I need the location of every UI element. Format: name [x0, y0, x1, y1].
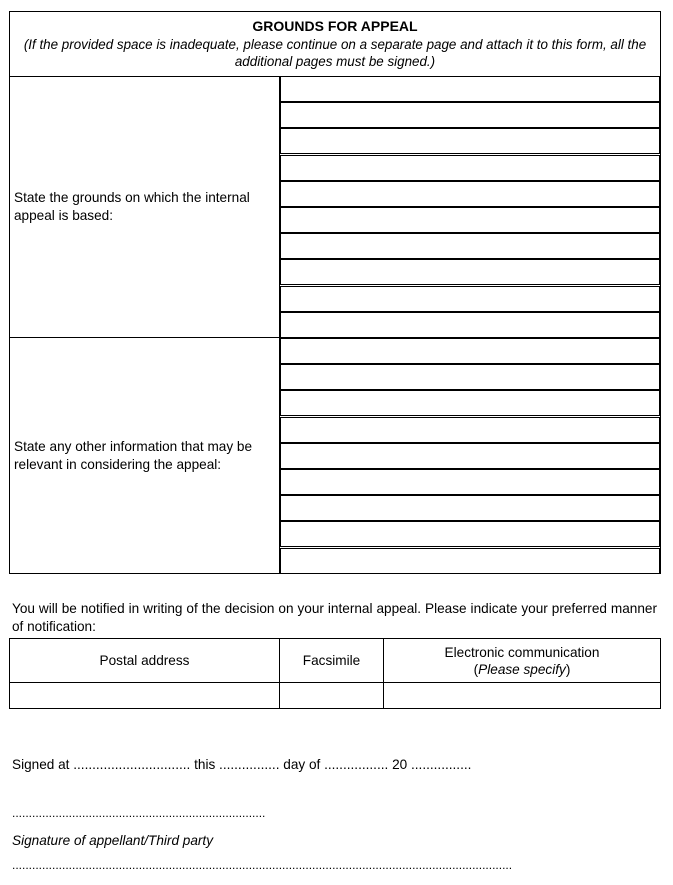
- this-label: this: [194, 757, 216, 772]
- answer-line[interactable]: [280, 548, 660, 574]
- notification-text: You will be notified in writing of the decision on your internal appeal. Please indicate your preferred manner of notification:: [12, 601, 657, 634]
- postal-address-header: Postal address: [10, 639, 280, 683]
- note-text: If the provided space is inadequate, please continue on a separate page and attach it to this form, all the additional pages must be signed.: [28, 37, 647, 69]
- other-info-label: State any other information that may be relevant in considering the appeal:: [10, 338, 280, 573]
- electronic-paren-open: (: [473, 661, 479, 677]
- day-of-field[interactable]: .................: [324, 757, 389, 772]
- answer-line[interactable]: [280, 76, 660, 102]
- facsimile-field[interactable]: [280, 683, 384, 709]
- answer-line[interactable]: [280, 443, 660, 469]
- electronic-note: [384, 661, 660, 678]
- answer-line[interactable]: [280, 469, 660, 495]
- other-info-lines: [280, 338, 660, 573]
- answer-line[interactable]: [280, 495, 660, 521]
- note-paren-close: ): [430, 54, 436, 69]
- answer-line[interactable]: [280, 128, 660, 154]
- appellant-signature-line[interactable]: ............................................................................: [12, 806, 266, 820]
- this-field[interactable]: ................: [219, 757, 280, 772]
- notification-input-row: [10, 683, 661, 709]
- answer-line[interactable]: [280, 338, 660, 364]
- answer-line[interactable]: [280, 181, 660, 207]
- please-specify: Please specify: [478, 661, 566, 677]
- signed-at-field[interactable]: ...............................: [73, 757, 191, 772]
- answer-line[interactable]: [280, 233, 660, 259]
- answer-line[interactable]: [280, 259, 660, 285]
- electronic-label: Electronic communication: [444, 644, 600, 660]
- day-of-label: day of: [283, 757, 321, 772]
- answer-line[interactable]: [280, 390, 660, 416]
- grounds-lines: [280, 76, 660, 337]
- bottom-signature-line[interactable]: ......................................................................................................................................................: [12, 858, 513, 872]
- signed-at-label: Signed at: [12, 757, 70, 772]
- section-title: GROUNDS FOR APPEAL: [252, 18, 418, 34]
- year-prefix: 20: [392, 757, 408, 772]
- answer-line[interactable]: [280, 312, 660, 338]
- year-field[interactable]: ................: [410, 757, 472, 772]
- grounds-label: State the grounds on which the internal appeal is based:: [10, 76, 280, 337]
- facsimile-header: Facsimile: [280, 639, 384, 683]
- notification-table: [9, 638, 661, 709]
- answer-line[interactable]: [280, 521, 660, 547]
- answer-line[interactable]: [280, 207, 660, 233]
- grounds-header-box: [9, 11, 661, 77]
- postal-address-field[interactable]: [10, 683, 280, 709]
- other-info-section: [9, 338, 661, 574]
- electronic-field[interactable]: [384, 683, 661, 709]
- electronic-paren-close: ): [565, 661, 571, 677]
- answer-line[interactable]: [280, 286, 660, 312]
- answer-line[interactable]: [280, 102, 660, 128]
- notification-header-row: [10, 639, 661, 683]
- answer-line[interactable]: [280, 417, 660, 443]
- appellant-signature-label: Signature of appellant/Third party: [12, 833, 214, 848]
- answer-line[interactable]: [280, 364, 660, 390]
- answer-line[interactable]: [280, 155, 660, 181]
- electronic-header: [384, 639, 661, 683]
- note-paren-open: (: [23, 37, 29, 52]
- grounds-section: [9, 76, 661, 338]
- header-note: [10, 36, 660, 70]
- signed-at-row: [12, 757, 471, 772]
